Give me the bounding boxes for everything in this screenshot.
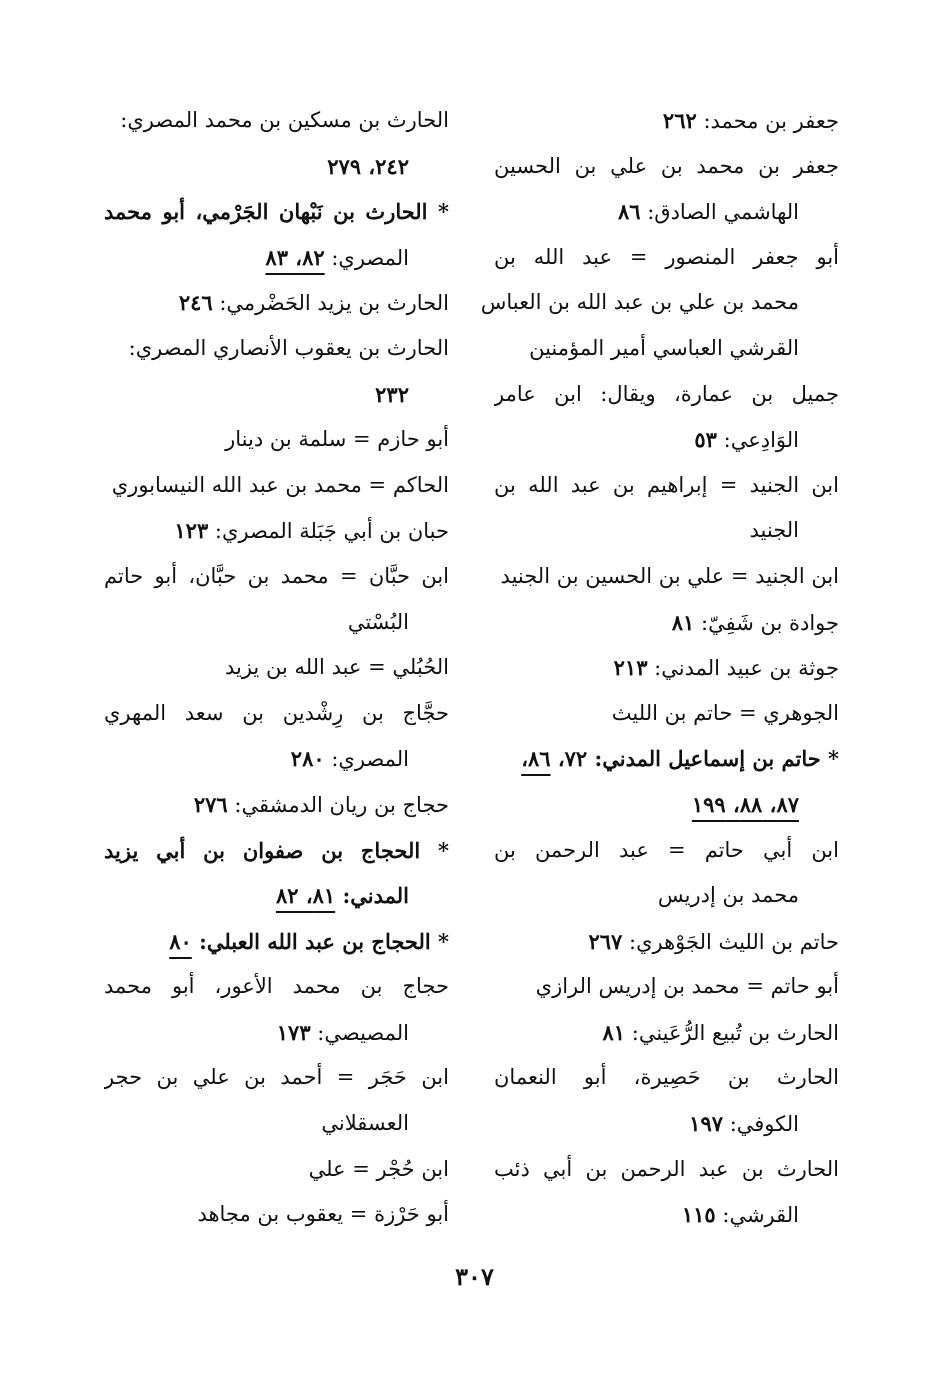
entry-text: الحارث بن عبد الرحمن بن أبي ذئب xyxy=(494,1156,839,1181)
entry-text: * الحارث بن نَبْهان الجَرْمي، أبو محمد xyxy=(104,199,449,225)
index-entry-line xyxy=(494,554,839,600)
index-entry-line xyxy=(104,189,449,235)
entry-page-ref-underlined: ٨٦، xyxy=(521,746,551,772)
index-entry-line xyxy=(494,417,839,463)
entry-page-refs: ١١٥ xyxy=(681,1202,716,1228)
index-column-left xyxy=(104,98,449,1238)
entry-text: العسقلاني xyxy=(321,1111,409,1136)
index-entry-line xyxy=(104,736,449,782)
index-entry-line xyxy=(494,372,839,418)
entry-text: حجاج بن ريان الدمشقي: xyxy=(227,792,449,817)
entry-text: الهاشمي الصادق: xyxy=(640,200,799,225)
index-entry-line xyxy=(494,1101,839,1147)
entry-text: ابن حَجَر = أحمد بن علي بن حجر xyxy=(104,1065,449,1090)
index-entry-line xyxy=(104,600,449,646)
index-entry-line xyxy=(104,144,449,190)
entry-page-refs: ٨١ xyxy=(602,1019,626,1045)
entry-text: ابن أبي حاتم = عبد الرحمن بن xyxy=(494,837,839,862)
index-entry-line xyxy=(104,1192,449,1238)
entry-text: الجنيد xyxy=(749,518,799,543)
index-entry-line xyxy=(494,98,839,144)
entry-text: المصيصي: xyxy=(310,1020,409,1045)
index-entry-line xyxy=(494,736,839,782)
entry-text: جعفر بن محمد بن علي بن الحسين xyxy=(494,153,839,178)
entry-text: ابن الجنيد = إبراهيم بن عبد الله بن xyxy=(494,472,839,497)
index-entry-line xyxy=(104,964,449,1010)
index-entry-line xyxy=(494,919,839,965)
index-entry-line xyxy=(494,691,839,737)
index-column-right xyxy=(480,98,839,1238)
entry-text: أبو حَرْزة = يعقوب بن مجاهد xyxy=(197,1202,449,1227)
entry-text: القرشي: xyxy=(715,1203,799,1228)
entry-text: الحارث بن يعقوب الأنصاري المصري: xyxy=(128,335,449,360)
entry-text: * الحجاج بن عبد الله العبلي: xyxy=(191,928,449,954)
entry-text: حاتم بن الليث الجَوْهري: xyxy=(622,929,839,954)
index-entry-line xyxy=(494,1147,839,1193)
index-entry-line xyxy=(104,508,449,554)
index-entry-line xyxy=(104,280,449,326)
entry-text: أبو حازم = سلمة بن دينار xyxy=(225,427,449,452)
entry-text: الجوهري = حاتم بن الليث xyxy=(611,700,839,725)
entry-page-refs: ٨٢، ٨٣ xyxy=(265,244,325,270)
entry-page-refs: ٢٤٦ xyxy=(178,290,213,316)
index-entry-line xyxy=(104,873,449,919)
entry-page-refs: ٨٦ xyxy=(617,199,641,225)
entry-page-refs: ٢٤٢، ٢٧٩ xyxy=(327,153,409,179)
entry-text: جميل بن عمارة، ويقال: ابن عامر xyxy=(494,381,839,406)
index-entry-line xyxy=(494,645,839,691)
index-entry-line xyxy=(494,828,839,874)
index-entry-line xyxy=(494,1010,839,1056)
entry-text: الحارث بن يزيد الحَضْرمي: xyxy=(212,291,449,316)
index-entry-line xyxy=(104,828,449,874)
entry-text: البُسْتي xyxy=(347,609,409,634)
entry-text: الوَادِعي: xyxy=(716,428,799,453)
index-entry-line xyxy=(104,919,449,965)
index-entry-line xyxy=(494,326,839,372)
entry-page-refs: ٢٧٦ xyxy=(193,791,228,817)
index-entry-line xyxy=(494,600,839,646)
entry-page-refs: ٨١، ٨٢ xyxy=(275,883,336,909)
index-entry-line xyxy=(494,1055,839,1101)
page-number: ٣٠٧ xyxy=(455,1262,494,1291)
entry-page-refs: ٢٨٠ xyxy=(290,746,325,772)
index-entry-line xyxy=(104,235,449,281)
index-entry-line xyxy=(104,1101,449,1147)
index-entry-line xyxy=(494,235,839,281)
index-entry-line xyxy=(104,782,449,828)
entry-text: أبو حاتم = محمد بن إدريس الرازي xyxy=(535,974,839,999)
entry-text: جوادة بن شَفِيّ: xyxy=(694,610,839,635)
entry-page-refs: ١٩٧ xyxy=(689,1111,724,1137)
index-entry-line xyxy=(494,782,839,828)
entry-text: محمد بن إدريس xyxy=(657,883,799,908)
index-entry-line xyxy=(494,189,839,235)
entry-text: * الحجاج بن صفوان بن أبي يزيد xyxy=(104,837,449,863)
entry-text: الحاكم = محمد بن عبد الله النيسابوري xyxy=(111,472,449,497)
entry-page-refs: ١٢٣ xyxy=(174,518,209,544)
index-entry-line xyxy=(104,1055,449,1101)
entry-text: ابن الجنيد = علي بن الحسين بن الجنيد xyxy=(500,563,839,588)
index-entry-line xyxy=(104,645,449,691)
index-entry-line xyxy=(494,964,839,1010)
entry-text: حجاج بن محمد الأعور، أبو محمد xyxy=(104,974,449,999)
index-entry-line xyxy=(104,1147,449,1193)
entry-page-refs: ٨٠ xyxy=(169,928,192,954)
index-entry-line xyxy=(104,1010,449,1056)
entry-text: جوثة بن عبيد المدني: xyxy=(647,656,839,681)
entry-text: الحارث بن مسكين بن محمد المصري: xyxy=(120,108,449,132)
entry-text: أبو جعفر المنصور = عبد الله بن xyxy=(494,244,839,269)
entry-page-refs: ٢١٣ xyxy=(613,655,648,681)
index-entry-line xyxy=(104,554,449,600)
entry-page-refs: ٢٦٧ xyxy=(588,928,623,954)
entry-page-refs: ٧٢، xyxy=(550,746,588,772)
index-entry-line xyxy=(104,372,449,418)
entry-text: الحارث بن حَصِيرة، أبو النعمان xyxy=(494,1065,839,1090)
entry-text: جعفر بن محمد: xyxy=(696,109,839,133)
entry-text: حجَّاج بن رِشْدين بن سعد المهري xyxy=(104,700,449,725)
entry-text: المدني: xyxy=(335,883,409,909)
entry-text: الحُبُلي = عبد الله بن يزيد xyxy=(224,655,449,680)
entry-text: * حاتم بن إسماعيل المدني: xyxy=(587,746,839,772)
entry-text: الحارث بن تُبيع الرُّعَيني: xyxy=(625,1020,839,1045)
index-entry-line xyxy=(494,463,839,509)
entry-page-refs: ٢٦٢ xyxy=(662,108,697,133)
entry-text: محمد بن علي بن عبد الله بن العباس xyxy=(480,290,799,315)
entry-text: ابن حُجْر = علي xyxy=(308,1156,449,1181)
entry-text: ابن حبَّان = محمد بن حبَّان، أبو حاتم xyxy=(104,563,449,588)
entry-text: الكوفي: xyxy=(723,1112,799,1137)
index-entry-line xyxy=(104,463,449,509)
entry-page-refs: ١٧٣ xyxy=(276,1019,311,1045)
index-entry-line xyxy=(494,1192,839,1238)
entry-text: المصري: xyxy=(324,245,409,270)
entry-text: المصري: xyxy=(324,747,409,772)
index-entry-line xyxy=(104,98,449,144)
entry-page-refs: ٨٧، ٨٨، ١٩٩ xyxy=(691,791,799,817)
entry-text: حبان بن أبي جَبَلة المصري: xyxy=(208,519,449,544)
entry-page-refs: ٥٣ xyxy=(694,427,717,453)
entry-page-refs: ٢٣٢ xyxy=(375,381,409,407)
index-entry-line xyxy=(104,326,449,372)
index-entry-line xyxy=(104,417,449,463)
entry-page-refs: ٨١ xyxy=(671,609,695,635)
index-entry-line xyxy=(480,280,839,326)
index-entry-line xyxy=(494,873,839,919)
index-entry-line xyxy=(494,508,839,554)
entry-text: القرشي العباسي أمير المؤمنين xyxy=(529,335,799,360)
index-entry-line xyxy=(104,691,449,737)
index-entry-line xyxy=(494,144,839,190)
